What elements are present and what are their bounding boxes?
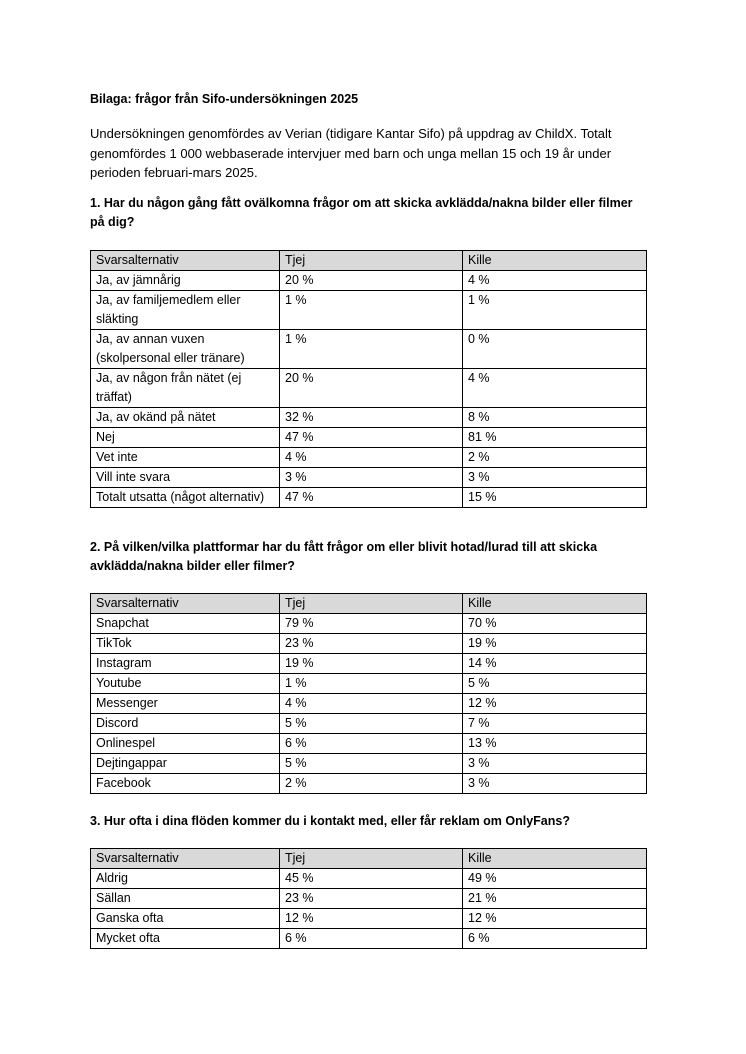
tjej-cell: 1 %: [280, 674, 463, 694]
kille-cell: 12 %: [463, 909, 647, 929]
kille-cell: 4 %: [463, 271, 647, 291]
tjej-cell: 6 %: [280, 734, 463, 754]
tjej-cell: 4 %: [280, 448, 463, 468]
column-header: Tjej: [280, 594, 463, 614]
option-cell: Ja, av någon från nätet (ej träffat): [91, 369, 280, 408]
tjej-cell: 47 %: [280, 428, 463, 448]
column-header: Kille: [463, 594, 647, 614]
tjej-cell: 6 %: [280, 929, 463, 949]
table-row: [91, 614, 647, 634]
option-cell: Onlinespel: [91, 734, 280, 754]
option-cell: Ja, av jämnårig: [91, 271, 280, 291]
tjej-cell: 2 %: [280, 774, 463, 794]
option-cell: Dejtingappar: [91, 754, 280, 774]
kille-cell: 8 %: [463, 408, 647, 428]
table-row: [91, 408, 647, 428]
table-row: [91, 488, 647, 508]
tjej-cell: 45 %: [280, 869, 463, 889]
option-cell: Totalt utsatta (något alternativ): [91, 488, 280, 508]
table-header-row: [91, 849, 647, 869]
kille-cell: 3 %: [463, 774, 647, 794]
intro-paragraph: Undersökningen genomfördes av Verian (tidigare Kantar Sifo) på uppdrag av ChildX. Totalt genomfördes 1 000 webbaserade intervjuer med barn och unga mellan 15 och 19 år under perioden februari-mars 2025.: [90, 126, 612, 180]
column-header: Svarsalternativ: [91, 594, 280, 614]
table-row: [91, 774, 647, 794]
option-cell: Snapchat: [91, 614, 280, 634]
option-cell: Ja, av annan vuxen (skolpersonal eller tränare): [91, 330, 280, 369]
table-header-row: [91, 594, 647, 614]
option-cell: Vill inte svara: [91, 468, 280, 488]
table-row: [91, 330, 647, 369]
page-title: Bilaga: frågor från Sifo-undersökningen 2025: [90, 92, 359, 106]
table-row: [91, 291, 647, 330]
table-row: [91, 468, 647, 488]
tjej-cell: 20 %: [280, 271, 463, 291]
table-row: [91, 694, 647, 714]
question-2-table: [90, 593, 647, 794]
option-cell: Discord: [91, 714, 280, 734]
kille-cell: 21 %: [463, 889, 647, 909]
table-row: [91, 714, 647, 734]
column-header: Svarsalternativ: [91, 849, 280, 869]
table-row: [91, 654, 647, 674]
table-row: [91, 369, 647, 408]
kille-cell: 7 %: [463, 714, 647, 734]
column-header: Svarsalternativ: [91, 251, 280, 271]
table-row: [91, 754, 647, 774]
kille-cell: 14 %: [463, 654, 647, 674]
tjej-cell: 5 %: [280, 714, 463, 734]
table-row: [91, 889, 647, 909]
table-row: [91, 734, 647, 754]
question-3-heading: 3. Hur ofta i dina flöden kommer du i kontakt med, eller får reklam om OnlyFans?: [90, 814, 570, 828]
tjej-cell: 19 %: [280, 654, 463, 674]
table-row: [91, 271, 647, 291]
column-header: Kille: [463, 251, 647, 271]
question-1-table: [90, 250, 647, 508]
tjej-cell: 4 %: [280, 694, 463, 714]
tjej-cell: 12 %: [280, 909, 463, 929]
table-row: [91, 448, 647, 468]
tjej-cell: 1 %: [280, 291, 463, 330]
column-header: Tjej: [280, 251, 463, 271]
kille-cell: 5 %: [463, 674, 647, 694]
tjej-cell: 1 %: [280, 330, 463, 369]
option-cell: Facebook: [91, 774, 280, 794]
table-row: [91, 869, 647, 889]
kille-cell: 6 %: [463, 929, 647, 949]
tjej-cell: 32 %: [280, 408, 463, 428]
tjej-cell: 20 %: [280, 369, 463, 408]
tjej-cell: 23 %: [280, 889, 463, 909]
tjej-cell: 3 %: [280, 468, 463, 488]
kille-cell: 1 %: [463, 291, 647, 330]
option-cell: Instagram: [91, 654, 280, 674]
option-cell: Nej: [91, 428, 280, 448]
table-row: [91, 634, 647, 654]
option-cell: Sällan: [91, 889, 280, 909]
option-cell: TikTok: [91, 634, 280, 654]
kille-cell: 4 %: [463, 369, 647, 408]
option-cell: Aldrig: [91, 869, 280, 889]
kille-cell: 3 %: [463, 754, 647, 774]
kille-cell: 2 %: [463, 448, 647, 468]
kille-cell: 81 %: [463, 428, 647, 448]
column-header: Tjej: [280, 849, 463, 869]
tjej-cell: 47 %: [280, 488, 463, 508]
option-cell: Mycket ofta: [91, 929, 280, 949]
tjej-cell: 23 %: [280, 634, 463, 654]
option-cell: Ja, av familjemedlem eller släkting: [91, 291, 280, 330]
kille-cell: 70 %: [463, 614, 647, 634]
kille-cell: 12 %: [463, 694, 647, 714]
table-row: [91, 929, 647, 949]
column-header: Kille: [463, 849, 647, 869]
kille-cell: 15 %: [463, 488, 647, 508]
option-cell: Ja, av okänd på nätet: [91, 408, 280, 428]
option-cell: Vet inte: [91, 448, 280, 468]
question-1-heading: 1. Har du någon gång fått ovälkomna frågor om att skicka avklädda/nakna bilder eller filmer på dig?: [90, 196, 633, 229]
option-cell: Youtube: [91, 674, 280, 694]
option-cell: Ganska ofta: [91, 909, 280, 929]
tjej-cell: 79 %: [280, 614, 463, 634]
kille-cell: 19 %: [463, 634, 647, 654]
table-row: [91, 909, 647, 929]
table-row: [91, 674, 647, 694]
question-2-heading: 2. På vilken/vilka plattformar har du fått frågor om eller blivit hotad/lurad till att skicka avklädda/nakna bilder eller filmer?: [90, 540, 598, 573]
table-row: [91, 428, 647, 448]
option-cell: Messenger: [91, 694, 280, 714]
kille-cell: 49 %: [463, 869, 647, 889]
kille-cell: 3 %: [463, 468, 647, 488]
kille-cell: 0 %: [463, 330, 647, 369]
question-3-table: [90, 848, 647, 949]
tjej-cell: 5 %: [280, 754, 463, 774]
kille-cell: 13 %: [463, 734, 647, 754]
table-header-row: [91, 251, 647, 271]
